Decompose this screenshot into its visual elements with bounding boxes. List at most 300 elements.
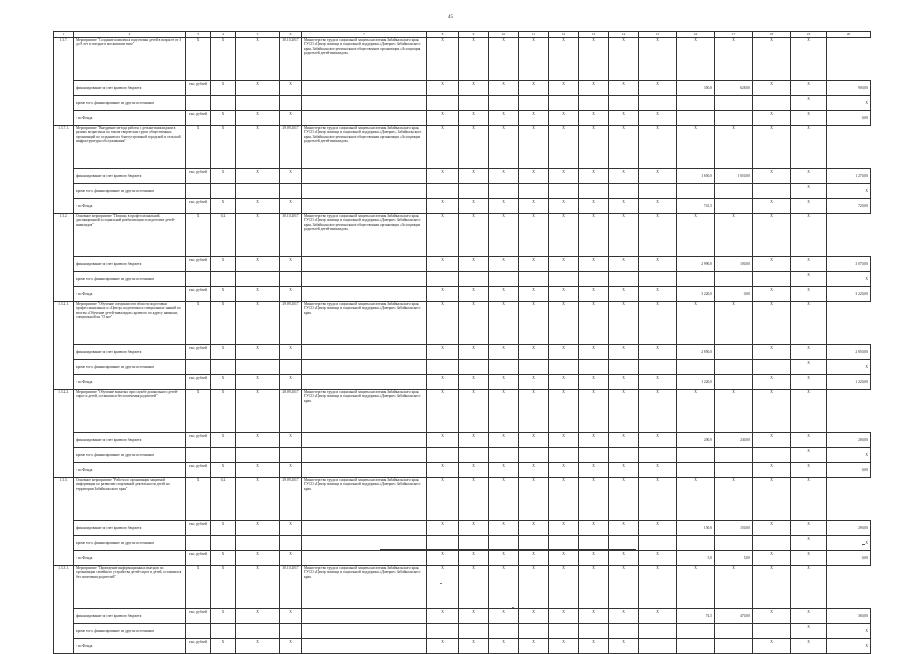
value-cell: Х	[579, 199, 609, 214]
value-cell: Х	[753, 38, 791, 81]
value-cell: Х	[639, 302, 677, 345]
value-cell: Х	[753, 521, 791, 536]
empty-cell	[302, 639, 427, 654]
empty-cell	[302, 257, 427, 272]
value-cell: Х	[609, 169, 639, 184]
value-cell: Х	[280, 463, 302, 478]
value-cell: Х	[549, 345, 579, 360]
funding-label: финансирование за счет краевого бюджета	[74, 345, 186, 360]
value-cell: Х	[459, 521, 489, 536]
measure-row	[54, 566, 871, 609]
value-cell: Х	[791, 390, 827, 433]
value-cell: Х	[549, 566, 579, 609]
measure-name: Основное мероприятие "Работа по организации защитной информации по развитию спортивной деятельности детей на территории Забайкальского края"	[74, 478, 186, 521]
value-cell: Х	[280, 287, 302, 302]
value-cell: Х	[427, 38, 459, 81]
value-cell: Х	[427, 566, 459, 609]
value-cell: Х	[211, 81, 236, 96]
amount-cell	[715, 624, 753, 639]
value-cell: Х	[236, 287, 280, 302]
value-cell: Х	[609, 214, 639, 257]
value-cell: Х	[639, 81, 677, 96]
total-cell: 900,00	[827, 81, 871, 96]
empty-cell	[302, 199, 427, 214]
value-cell: Х	[609, 375, 639, 390]
value-cell: Х	[791, 463, 827, 478]
value-cell	[639, 536, 677, 551]
amount-cell: 100,00	[715, 257, 753, 272]
unit-cell	[186, 96, 211, 111]
value-cell: Х	[186, 38, 211, 81]
value-cell: Х	[753, 433, 791, 448]
funding-label: - из Фонда	[74, 287, 186, 302]
value-cell: Х	[427, 551, 459, 566]
value-cell: Х	[427, 287, 459, 302]
funding-label: кроме того, финансирование из других источников	[74, 272, 186, 287]
value-cell: Х	[280, 345, 302, 360]
value-cell: Х	[236, 199, 280, 214]
value-cell: Х	[609, 38, 639, 81]
column-number: 16	[677, 32, 715, 38]
amount-cell: 150,0	[677, 521, 715, 536]
value-cell: Х	[753, 111, 791, 126]
value-cell: Х	[280, 111, 302, 126]
scan-speck	[440, 583, 442, 584]
value-cell: Х	[489, 521, 519, 536]
amount-cell	[715, 375, 753, 390]
value-cell: Х	[489, 214, 519, 257]
column-number: 6	[280, 32, 302, 38]
value-cell	[753, 536, 791, 551]
empty-cell	[302, 521, 427, 536]
value-cell: Х	[280, 609, 302, 624]
value-cell: Х	[639, 287, 677, 302]
unit-cell: тыс. рублей	[186, 463, 211, 478]
value-cell	[280, 536, 302, 551]
value-cell: Х	[609, 111, 639, 126]
total-cell: Х	[827, 624, 871, 639]
value-cell	[236, 448, 280, 463]
measure-number: 1.3.3.	[54, 478, 74, 566]
value-cell: Х	[236, 126, 280, 169]
measure-name: Мероприятие "Внедрение метода работы с детьми-инвалидами в разных возрастных по типам творческих групп общественных организаций по созданию их благоустроенной городской и сельской инфраструктуры обслуживания"	[74, 126, 186, 169]
value-cell: Х	[236, 478, 280, 521]
value-cell: Х	[639, 169, 677, 184]
value-cell: Х	[609, 199, 639, 214]
funding-row	[54, 96, 871, 111]
value-cell: Х	[549, 169, 579, 184]
unit-cell	[186, 184, 211, 199]
value-cell: Х	[753, 639, 791, 654]
funding-row	[54, 272, 871, 287]
value-cell	[236, 96, 280, 111]
value-cell: Х	[459, 463, 489, 478]
column-number: 9	[459, 32, 489, 38]
value-cell: Х	[489, 169, 519, 184]
value-cell	[489, 272, 519, 287]
value-cell	[459, 96, 489, 111]
value-cell	[211, 536, 236, 551]
value-cell: Х	[459, 199, 489, 214]
value-cell: Х	[236, 639, 280, 654]
measure-name: Мероприятие "Обучение вожатых при службе дошкольного детей-сирот и детей, оставшихся без попечения родителей"	[74, 390, 186, 433]
value-cell: Х	[427, 257, 459, 272]
value-cell	[753, 184, 791, 199]
amount-cell: 1 220,0	[677, 375, 715, 390]
value-cell	[519, 624, 549, 639]
value-cell: Х	[280, 169, 302, 184]
value-cell: Х	[236, 38, 280, 81]
total-cell: Х	[827, 184, 871, 199]
value-cell	[489, 448, 519, 463]
funding-row	[54, 448, 871, 463]
total-cell: 360,00	[827, 609, 871, 624]
value-cell: Х	[791, 566, 827, 609]
value-cell: Х	[639, 257, 677, 272]
value-cell	[489, 624, 519, 639]
amount-cell	[677, 639, 715, 654]
funding-label: финансирование за счет краевого бюджета	[74, 521, 186, 536]
column-number: 20	[827, 32, 871, 38]
value-cell: Х	[609, 639, 639, 654]
value-cell: Х	[280, 257, 302, 272]
value-cell: Х	[609, 126, 639, 169]
value-cell	[280, 624, 302, 639]
value-cell	[236, 536, 280, 551]
value-cell: 0,2	[211, 214, 236, 257]
value-cell: Х	[427, 375, 459, 390]
value-cell: Х	[791, 302, 827, 345]
measure-row	[54, 302, 871, 345]
amount-cell	[677, 624, 715, 639]
value-cell	[236, 360, 280, 375]
value-cell: Х	[519, 199, 549, 214]
value-cell: Х	[211, 463, 236, 478]
value-cell	[280, 360, 302, 375]
amount-cell: 240,00	[715, 433, 753, 448]
measure-number: 1.3.3.1.	[54, 566, 74, 654]
column-number: 11	[519, 32, 549, 38]
value-cell: Х	[549, 81, 579, 96]
value-cell: Х	[236, 169, 280, 184]
value-cell: Х	[677, 38, 715, 81]
measure-name: Мероприятие "Создание комплекса подготовки детей в возрасте от 3 до 8 лет в поездке в московском типе"	[74, 38, 186, 81]
empty-cell	[302, 624, 427, 639]
value-cell: Х	[280, 375, 302, 390]
empty-cell	[302, 287, 427, 302]
value-cell: Х	[211, 169, 236, 184]
total-cell: Х	[827, 96, 871, 111]
value-cell: Х	[791, 433, 827, 448]
value-cell: Х	[459, 81, 489, 96]
funding-label: финансирование за счет краевого бюджета	[74, 81, 186, 96]
value-cell: Х	[519, 257, 549, 272]
value-cell: Х	[677, 302, 715, 345]
value-cell: Х	[753, 478, 791, 521]
funding-row	[54, 81, 871, 96]
responsible-executors: Министерство труда и социальной защиты населения Забайкальского края, ГУСО «Центр помощи и социальной поддержки «Доверие» Забайкальского края	[302, 390, 427, 433]
value-cell	[639, 360, 677, 375]
value-cell: Х	[753, 81, 791, 96]
value-cell: Х	[579, 463, 609, 478]
value-cell: Х	[549, 551, 579, 566]
unit-cell: тыс. рублей	[186, 199, 211, 214]
column-number: 15	[639, 32, 677, 38]
value-cell: Х	[715, 390, 753, 433]
total-cell: Х	[827, 360, 871, 375]
column-number: 3	[186, 32, 211, 38]
responsible-executors: Министерство труда и социальной защиты населения Забайкальского края, ГУСО «Центр помощи и социальной поддержки «Доверие» Забайкальского края	[302, 302, 427, 345]
empty-cell	[302, 609, 427, 624]
value-cell: Х	[791, 126, 827, 169]
value-cell: Х	[791, 38, 827, 81]
value-cell: Х	[519, 345, 549, 360]
amount-cell: 350,0	[677, 81, 715, 96]
value-cell: Х	[753, 214, 791, 257]
column-number: 19	[791, 32, 827, 38]
funding-label: кроме того, финансирование из других источников	[74, 536, 186, 551]
table-body	[54, 32, 871, 654]
value-cell: Х	[459, 169, 489, 184]
measure-row	[54, 126, 871, 169]
scan-speck	[862, 544, 865, 545]
column-number: 5	[236, 32, 280, 38]
value-cell: Х	[519, 111, 549, 126]
value-cell	[236, 624, 280, 639]
value-cell: Х	[459, 478, 489, 521]
value-cell: Х	[609, 287, 639, 302]
value-cell: Х	[791, 96, 827, 111]
value-cell: Х	[519, 287, 549, 302]
value-cell	[753, 448, 791, 463]
program-table	[53, 31, 871, 654]
value-cell	[280, 272, 302, 287]
value-cell: Х	[753, 551, 791, 566]
value-cell: Х	[211, 375, 236, 390]
amount-cell	[677, 184, 715, 199]
value-cell: Х	[519, 390, 549, 433]
value-cell	[579, 96, 609, 111]
empty-cell	[302, 184, 427, 199]
funding-row	[54, 639, 871, 654]
value-cell: Х	[519, 81, 549, 96]
total-cell: Х	[827, 639, 871, 654]
amount-cell: 74,5	[677, 609, 715, 624]
value-cell	[609, 184, 639, 199]
value-cell	[549, 96, 579, 111]
value-cell: Х	[549, 478, 579, 521]
value-cell: Х	[519, 126, 549, 169]
funding-row	[54, 551, 871, 566]
measure-name: Основное мероприятие "Помощь в профессиональной, дистанционной и социальной реабилитации и подготовке детей-инвалидов"	[74, 214, 186, 257]
value-cell: Х	[489, 566, 519, 609]
total-cell: 0,00	[827, 551, 871, 566]
value-cell: Х	[677, 214, 715, 257]
amount-cell	[715, 639, 753, 654]
value-cell	[639, 184, 677, 199]
value-cell	[639, 96, 677, 111]
funding-label: кроме того, финансирование из других источников	[74, 624, 186, 639]
value-cell: Х	[549, 302, 579, 345]
unit-cell: тыс. рублей	[186, 639, 211, 654]
value-cell: Х	[791, 169, 827, 184]
column-number: 10	[489, 32, 519, 38]
total-cell: Х	[827, 448, 871, 463]
value-cell: Х	[427, 111, 459, 126]
responsible-executors: Министерство труда и социальной защиты населения Забайкальского края, ГУСО «Центр помощи и социальной поддержки «Доверие» Забайкальского края, Забайкальское региональное общественное организация «Ассоциация родителей детей-инвалидов»	[302, 38, 427, 81]
value-cell: Х	[280, 521, 302, 536]
value-cell	[459, 272, 489, 287]
value-cell	[579, 624, 609, 639]
value-cell: Х	[459, 126, 489, 169]
amount-cell: 1 650,0	[677, 169, 715, 184]
value-cell: Х	[753, 566, 791, 609]
value-cell	[280, 96, 302, 111]
value-cell: Х	[791, 639, 827, 654]
amount-cell	[715, 111, 753, 126]
value-cell: Х	[579, 214, 609, 257]
value-cell	[753, 624, 791, 639]
value-cell: Х	[519, 609, 549, 624]
measure-row	[54, 390, 871, 433]
value-cell: Х	[549, 390, 579, 433]
value-cell: Х	[639, 126, 677, 169]
value-cell: Х	[753, 169, 791, 184]
value-cell: Х	[549, 521, 579, 536]
year-cell: 30.10.2017	[280, 566, 302, 609]
responsible-executors: Министерство труда и социальной защиты населения Забайкальского края, ГУСО «Центр помощи и социальной поддержки «Доверие» Забайкальского края	[302, 478, 427, 521]
value-cell: Х	[211, 433, 236, 448]
empty-cell	[302, 96, 427, 111]
funding-row	[54, 463, 871, 478]
value-cell: Х	[753, 287, 791, 302]
funding-label: - из Фонда	[74, 375, 186, 390]
value-cell: Х	[489, 639, 519, 654]
value-cell: Х	[211, 199, 236, 214]
value-cell: Х	[715, 214, 753, 257]
empty-cell	[302, 448, 427, 463]
value-cell: Х	[459, 302, 489, 345]
amount-cell: 200,0	[677, 433, 715, 448]
value-cell: Х	[519, 302, 549, 345]
unit-cell: тыс. рублей	[186, 521, 211, 536]
amount-cell: 0,00	[715, 287, 753, 302]
value-cell: Х	[549, 199, 579, 214]
column-number: 12	[549, 32, 579, 38]
value-cell: Х	[579, 126, 609, 169]
value-cell: Х	[427, 81, 459, 96]
value-cell: Х	[715, 302, 753, 345]
unit-cell	[186, 536, 211, 551]
value-cell: Х	[427, 609, 459, 624]
value-cell: Х	[579, 302, 609, 345]
value-cell: Х	[236, 463, 280, 478]
value-cell: Х	[489, 126, 519, 169]
funding-label: - из Фонда	[74, 111, 186, 126]
empty-cell	[302, 81, 427, 96]
value-cell: Х	[211, 609, 236, 624]
amount-cell: 741,5	[677, 199, 715, 214]
value-cell: Х	[459, 390, 489, 433]
value-cell: Х	[489, 345, 519, 360]
funding-label: - из Фонда	[74, 199, 186, 214]
empty-cell	[302, 433, 427, 448]
value-cell	[519, 448, 549, 463]
value-cell	[459, 624, 489, 639]
responsible-executors: Министерство труда и социальной защиты населения Забайкальского края, ГУСО «Центр помощи и социальной поддержки «Доверие» Забайкальского края, Забайкальское региональное общественная организация «Ассоциация родителей детей-инвалидов»	[302, 214, 427, 257]
funding-row	[54, 609, 871, 624]
value-cell: Х	[753, 609, 791, 624]
value-cell: Х	[236, 521, 280, 536]
value-cell: Х	[791, 287, 827, 302]
value-cell: Х	[211, 111, 236, 126]
value-cell: Х	[753, 302, 791, 345]
amount-cell	[715, 96, 753, 111]
value-cell: Х	[791, 257, 827, 272]
total-cell: 290,00	[827, 521, 871, 536]
value-cell: Х	[459, 551, 489, 566]
value-cell: Х	[280, 81, 302, 96]
value-cell: Х	[639, 463, 677, 478]
value-cell	[549, 360, 579, 375]
value-cell	[549, 272, 579, 287]
value-cell: Х	[427, 478, 459, 521]
value-cell: Х	[489, 551, 519, 566]
value-cell	[753, 272, 791, 287]
value-cell: Х	[489, 463, 519, 478]
value-cell	[211, 184, 236, 199]
funding-row	[54, 169, 871, 184]
value-cell: Х	[519, 433, 549, 448]
amount-cell	[715, 448, 753, 463]
value-cell: Х	[186, 214, 211, 257]
funding-label: финансирование за счет краевого бюджета	[74, 433, 186, 448]
value-cell: Х	[609, 463, 639, 478]
value-cell	[427, 360, 459, 375]
value-cell: Х	[639, 199, 677, 214]
value-cell: Х	[186, 390, 211, 433]
unit-cell: тыс. рублей	[186, 375, 211, 390]
value-cell: Х	[579, 566, 609, 609]
value-cell: Х	[211, 521, 236, 536]
value-cell: Х	[489, 375, 519, 390]
total-cell: 3 070,00	[827, 257, 871, 272]
value-cell	[519, 184, 549, 199]
funding-label: финансирование за счет краевого бюджета	[74, 609, 186, 624]
value-cell: Х	[549, 433, 579, 448]
measure-number: 1.3.7.	[54, 38, 74, 126]
value-cell: Х	[211, 38, 236, 81]
value-cell: Х	[427, 390, 459, 433]
value-cell: Х	[211, 566, 236, 609]
value-cell	[489, 184, 519, 199]
funding-label: кроме того, финансирование из других источников	[74, 184, 186, 199]
value-cell: Х	[489, 390, 519, 433]
measure-number: 1.3.2.2.	[54, 390, 74, 478]
funding-row	[54, 345, 871, 360]
funding-row	[54, 257, 871, 272]
year-cell: 29.09.2017	[280, 302, 302, 345]
value-cell: Х	[459, 345, 489, 360]
value-cell: Х	[211, 551, 236, 566]
value-cell: Х	[519, 521, 549, 536]
value-cell: Х	[211, 302, 236, 345]
funding-label: кроме того, финансирование из других источников	[74, 96, 186, 111]
value-cell: Х	[579, 81, 609, 96]
value-cell: Х	[236, 111, 280, 126]
funding-label: - из Фонда	[74, 551, 186, 566]
measure-number: 1.3.2.1.	[54, 302, 74, 390]
